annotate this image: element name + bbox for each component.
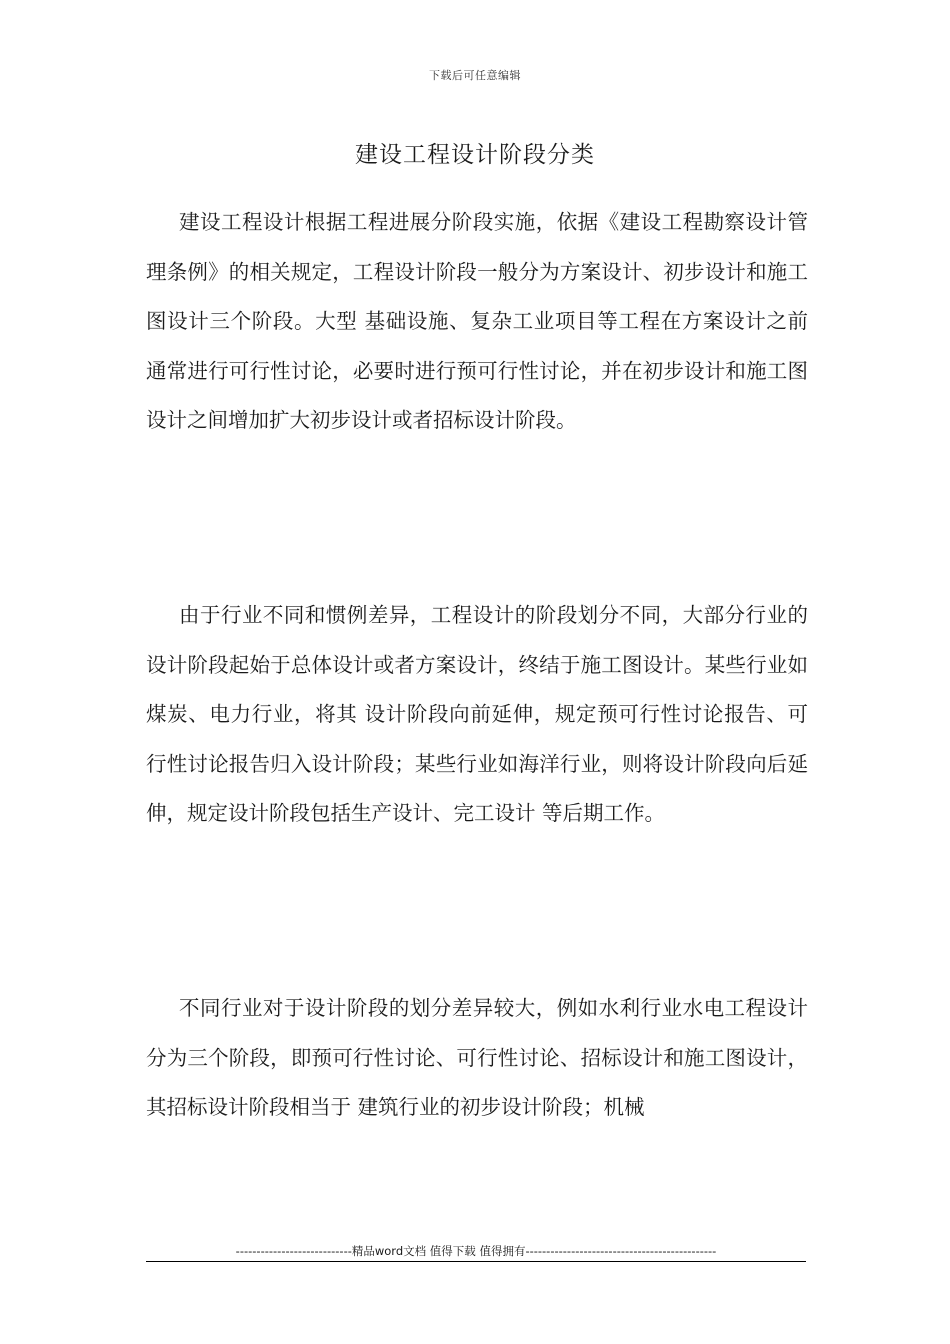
footer-rule <box>146 1261 806 1262</box>
footer-note: ----------------------------精品word文档 值得下载 值得拥有---------------------------------------------- <box>235 1244 717 1258</box>
paragraph-2: 由于行业不同和惯例差异，工程设计的阶段划分不同，大部分行业的设计阶段起始于总体设计或者方案设计，终结于施工图设计。某些行业如煤炭、电力行业，将其 设计阶段向前延伸，规定预可行性讨论报告、可行性讨论报告归入设计阶段；某些行业如海洋行业，则将设计阶段向后延伸，规定设计阶段包括生产设计、完工设计 等后期工作。 <box>146 603 808 825</box>
paragraph-3: 不同行业对于设计阶段的划分差异较大，例如水利行业水电工程设计分为三个阶段，即预可行性讨论、可行性讨论、招标设计和施工图设计，其招标设计阶段相当于 建筑行业的初步设计阶段；机械 <box>146 996 808 1119</box>
paragraph-1: 建设工程设计根据工程进展分阶段实施，依据《建设工程勘察设计管理条例》的相关规定，工程设计阶段一般分为方案设计、初步设计和施工图设计三个阶段。大型 基础设施、复杂工业项目等工程在方案设计之前通常进行可行性讨论，必要时进行预可行性讨论，并在初步设计和施工图设计之间增加扩大初步设计或者招标设计阶段。 <box>146 210 808 432</box>
header-note: 下载后可任意编辑 <box>429 69 521 82</box>
document-title: 建设工程设计阶段分类 <box>355 142 595 168</box>
